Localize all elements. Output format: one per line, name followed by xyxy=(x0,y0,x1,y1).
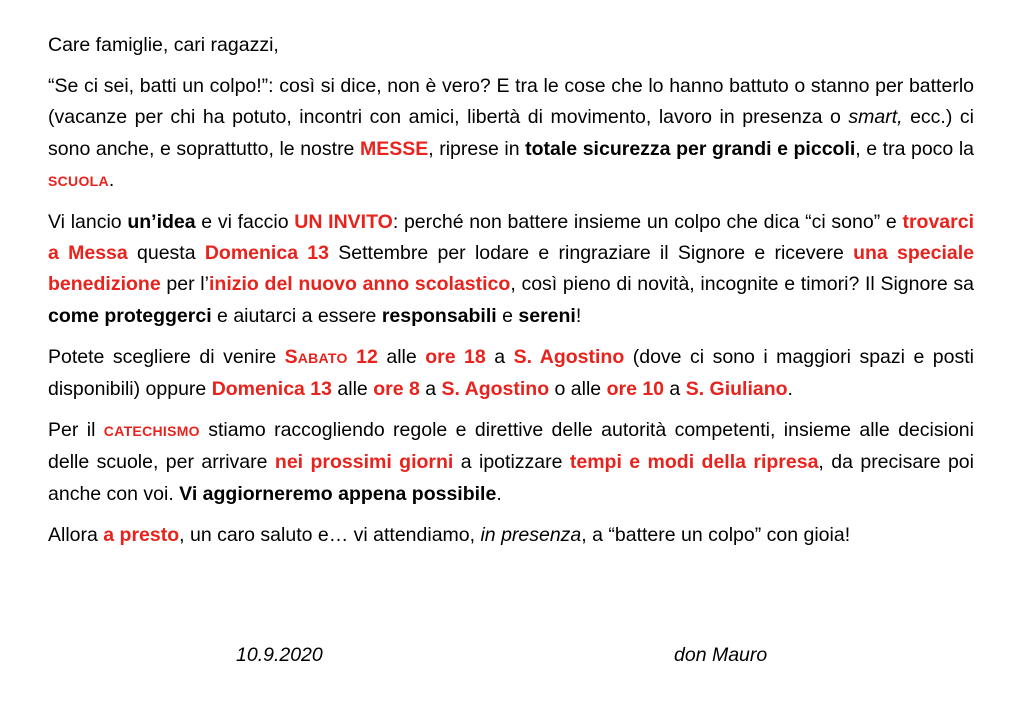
text: per l’ xyxy=(160,273,209,296)
text: “Se ci sei, batti un colpo!”: così si dice, non è vero? E tra le cose che lo hanno battuto o stanno per batterlo (vacanze per chi ha potuto, incontri con amici, libertà di movimento, lavoro in presenza o xyxy=(48,75,974,129)
text: , da precisare poi anche con voi. xyxy=(48,451,974,505)
text: ABATO xyxy=(297,349,348,366)
text: Potete scegliere di venire xyxy=(48,345,285,368)
bold-aggiorneremo: Vi aggiorneremo appena possibile xyxy=(179,482,497,505)
highlight-messe: MESSE xyxy=(359,137,429,160)
paragraph-2 xyxy=(48,207,974,332)
text: ! xyxy=(575,304,582,327)
text: stiamo raccogliendo regole e direttive delle autorità competenti, insieme alle decisioni delle scuole, per arrivare xyxy=(48,419,974,474)
highlight-agostino: S. Agostino xyxy=(441,378,550,401)
text: (dove ci sono i maggiori spazi e posti disponibili) oppure xyxy=(48,345,974,401)
text: 12 xyxy=(347,345,378,368)
text: e aiutarci a essere xyxy=(211,304,382,327)
text: . xyxy=(787,378,793,401)
greeting: Care famiglie, cari ragazzi, xyxy=(48,34,279,56)
text: Allora xyxy=(48,523,104,546)
text: , riprese in xyxy=(428,137,526,160)
highlight-sabato xyxy=(285,346,378,368)
bold-proteggerci: come proteggerci xyxy=(48,304,212,327)
text: , un caro saluto e… vi attendiamo, xyxy=(179,523,481,546)
highlight-domenica: Domenica 13 xyxy=(204,242,329,265)
text: a ipotizzare xyxy=(453,451,570,474)
text: ecc.) ci sono anche, e soprattutto, le nostre xyxy=(48,106,974,160)
highlight-tempi: tempi e modi della ripresa xyxy=(569,451,819,474)
text: . xyxy=(108,168,115,191)
text: e xyxy=(496,304,519,327)
paragraph-5 xyxy=(48,520,974,551)
highlight-presto: a presto xyxy=(103,523,180,546)
text: Settembre per lodare e ringraziare il Signore e ricevere xyxy=(329,242,854,265)
text: , a “battere un colpo” con gioia! xyxy=(581,523,851,546)
text: . xyxy=(496,482,502,505)
highlight-giorni: nei prossimi giorni xyxy=(274,451,454,474)
bold-idea: un’idea xyxy=(127,211,196,234)
paragraph-4 xyxy=(48,415,974,510)
highlight-scuola: SCUOLA xyxy=(48,172,109,189)
highlight-agostino: S. Agostino xyxy=(513,345,625,368)
text: Vi lancio xyxy=(48,211,128,234)
text: a xyxy=(485,345,514,368)
highlight-benedizione: una speciale benedizione xyxy=(48,242,974,296)
text: a xyxy=(419,378,442,401)
highlight-inizio: inizio del nuovo anno scolastico xyxy=(208,273,511,296)
italic-smart: smart, xyxy=(848,106,903,129)
highlight-invito: UN INVITO xyxy=(294,211,393,234)
highlight-catechismo: CATECHISMO xyxy=(103,423,200,440)
text: questa xyxy=(127,242,205,265)
highlight-ore8: ore 8 xyxy=(373,378,420,401)
highlight-domenica: Domenica 13 xyxy=(211,378,332,401)
text: , così pieno di novità, incognite e timori? Il Signore sa xyxy=(510,273,974,296)
text: alle xyxy=(377,345,426,368)
highlight-ore10: ore 10 xyxy=(606,378,665,401)
italic-presenza: in presenza xyxy=(480,523,582,546)
text: S xyxy=(284,345,298,368)
text: alle xyxy=(332,378,374,401)
highlight-trovarci: trovarci a Messa xyxy=(48,211,974,265)
text: a xyxy=(664,378,686,401)
text: o alle xyxy=(549,378,607,401)
highlight-ore18: ore 18 xyxy=(425,345,486,368)
highlight-giuliano: S. Giuliano xyxy=(685,378,788,401)
text: e vi faccio xyxy=(195,211,295,234)
letter-body xyxy=(48,30,974,561)
date: 10.9.2020 xyxy=(236,644,323,666)
signature: don Mauro xyxy=(674,644,768,666)
bold-sereni: sereni xyxy=(518,304,576,327)
paragraph-1 xyxy=(48,71,974,197)
bold-responsabili: responsabili xyxy=(381,304,497,327)
text: Per il xyxy=(48,419,104,442)
text: : perché non battere insieme un colpo che dica “ci sono” e xyxy=(392,211,903,234)
paragraph-3 xyxy=(48,342,974,405)
text: , e tra poco la xyxy=(855,137,975,160)
bold-sicurezza: totale sicurezza per grandi e piccoli xyxy=(525,137,856,160)
